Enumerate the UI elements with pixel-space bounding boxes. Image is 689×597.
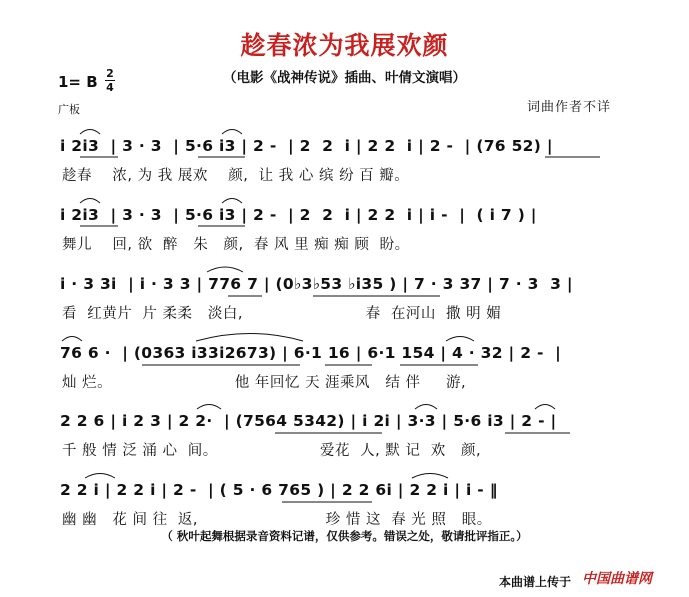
slur-mark: [222, 199, 242, 204]
slur-mark: [80, 130, 100, 135]
notation-row-6: 2 2 i | 2 2 i | 2 - | ( 5 · 6 765 ) | 2 2 6i | 2 2 i | i - ‖: [60, 481, 498, 499]
song-title: 趁春浓为我展欢颜: [240, 31, 449, 60]
lyrics-row-2: 舞儿 回, 欲 醉 朱 颜, 春 风 里 痴 痴 顾 盼。: [62, 237, 410, 253]
song-subtitle: （电影《战神传说》插曲、叶倩文演唱）: [223, 70, 466, 86]
slur-mark: [412, 474, 448, 479]
slur-mark: [62, 337, 82, 342]
key-signature: 1= B: [58, 73, 98, 91]
slur-mark: [207, 267, 243, 272]
lyrics-row-5: 千 般 情 泛 涌 心 间。 爱花 人, 默 记 欢 颜,: [62, 443, 482, 459]
site-logo: 中国曲谱网: [582, 571, 652, 587]
slur-mark: [197, 405, 221, 410]
slur-mark: [446, 337, 474, 342]
slur-mark: [196, 334, 303, 342]
notation-row-2: i 2i3 | 3 · 3 | 5·6 i3 | 2 - | 2 2 i | 2 2 i | i - | ( i 7 ) |: [60, 206, 537, 224]
meter-bottom: 4: [106, 81, 114, 94]
lyrics-row-6: 幽 幽 花 间 往 返, 珍 惜 这 春 光 照 眼。: [62, 512, 492, 528]
notation-row-1: i 2i3 | 3 · 3 | 5·6 i3 | 2 - | 2 2 i | 2 2 i | 2 - | (76 52) |: [60, 137, 553, 155]
lyrics-row-4: 灿 烂。 他 年回忆 天 涯乘风 结 伴 游,: [62, 375, 467, 391]
slur-mark: [85, 474, 115, 479]
tempo-marking: 广板: [58, 103, 80, 116]
notation-row-5: 2 2 6 | i 2 3 | 2 2· | (7564 5342) | i 2i | 3·3 | 5·6 i3 | 2 - |: [60, 412, 557, 430]
notation-row-4: 76 6 · | (0363 i33i2673) | 6·1 16 | 6·1 154 | 4 · 32 | 2 - |: [60, 344, 562, 362]
slur-mark: [222, 130, 242, 135]
slur-mark: [535, 405, 555, 410]
composer-credit: 词曲作者不详: [526, 100, 611, 115]
time-signature: [105, 68, 115, 93]
slur-mark: [80, 199, 100, 204]
lyrics-row-1: 趁春 浓, 为 我 展欢 颜, 让 我 心 缤 纷 百 瓣。: [62, 168, 410, 184]
notation-row-3: i · 3 3i | i · 3 3 | 776 7 | (0♭3♭53 ♭i35 ) | 7 · 3 37 | 7 · 3 3 |: [60, 275, 573, 293]
upload-label: 本曲谱上传于: [499, 575, 572, 589]
lyrics-row-3: 看 红黄片 片 柔柔 淡白, 春 在河山 撒 明 媚: [62, 306, 502, 322]
meter-top: 2: [106, 67, 114, 80]
transcription-footnote: （ 秋叶起舞根据录音资料记谱，仅供参考。错误之处，敬请批评指正。）: [161, 529, 528, 543]
slur-mark: [415, 405, 437, 410]
